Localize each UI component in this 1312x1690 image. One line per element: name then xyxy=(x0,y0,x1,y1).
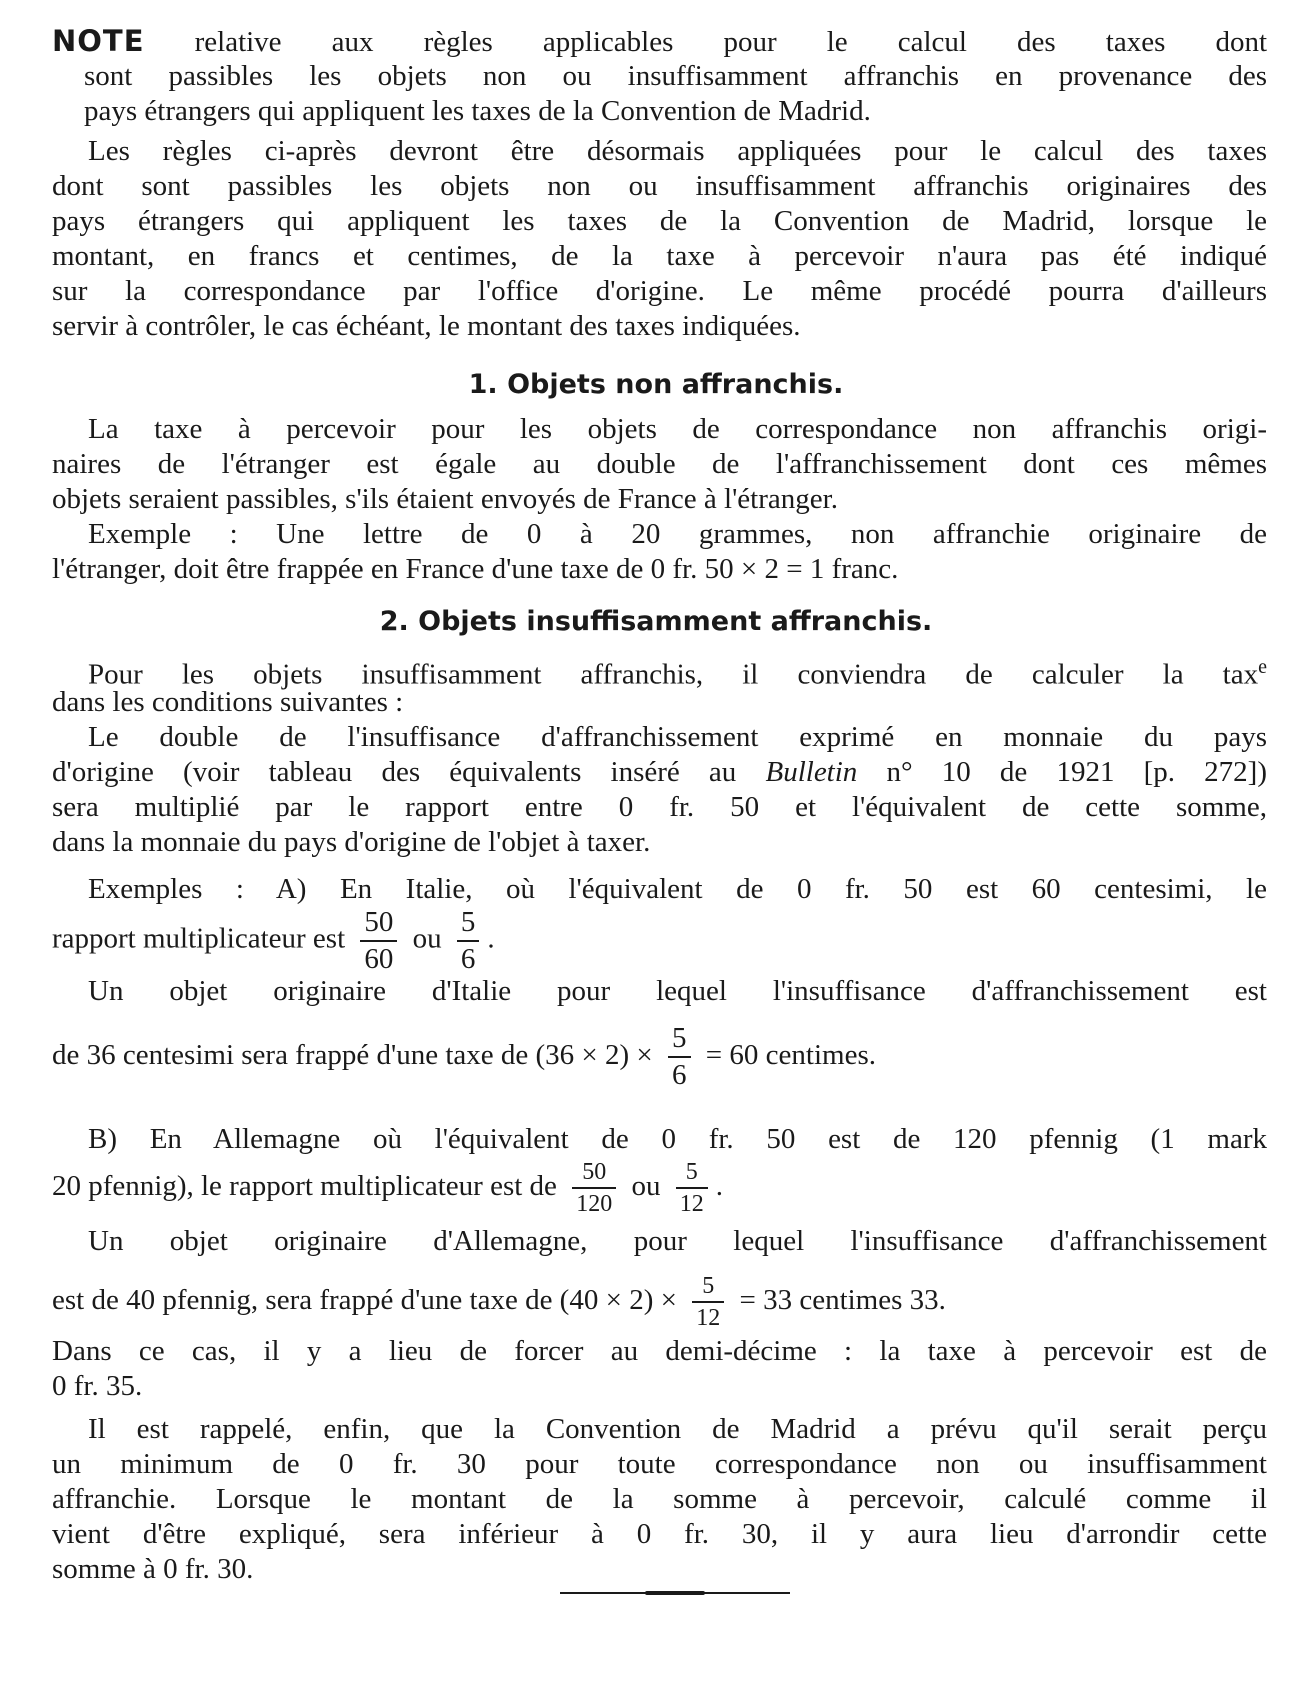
example-b-line: B) En Allemagne où l'équivalent de 0 fr. 50 est de 120 pfennig (1 mark xyxy=(88,1123,1267,1155)
rule-line: dans la monnaie du pays d'origine de l'objet à taxer. xyxy=(52,826,651,858)
paragraph-line: La taxe à percevoir pour les objets de correspondance non affranchis origi- xyxy=(88,413,1267,445)
or-word: ou xyxy=(412,922,442,955)
rule-line: n° 10 de 1921 [p. 272]) xyxy=(857,756,1267,788)
rule-line: Le double de l'insuffisance d'affranchissement exprimé en monnaie du pays xyxy=(88,721,1267,753)
fraction-denominator: 120 xyxy=(572,1187,616,1216)
fraction-numerator: 50 xyxy=(364,906,394,938)
paragraph-line: somme à 0 fr. 30. xyxy=(52,1553,254,1585)
fraction-5-12 xyxy=(676,1160,708,1216)
paragraph-line: dans les conditions suivantes : xyxy=(52,686,404,718)
fraction-numerator: 50 xyxy=(582,1159,607,1186)
ratio-text: 20 pfennig), le rapport multiplicateur est de xyxy=(52,1170,557,1202)
paragraph-line: affranchie. Lorsque le montant de la somme à percevoir, calculé comme il xyxy=(52,1483,1267,1515)
closing-paragraph xyxy=(52,1412,1267,1587)
fraction-50-60 xyxy=(360,908,397,974)
bulletin-title: Bulletin xyxy=(765,756,858,788)
fraction-numerator: 5 xyxy=(685,1159,698,1186)
paragraph-line: Il est rappelé, enfin, que la Convention de Madrid a prévu qu'il serait perçu xyxy=(88,1413,1267,1445)
paragraph-line: sur la correspondance par l'office d'origine. Le même procédé pourra d'ailleurs xyxy=(52,275,1267,307)
intro-paragraph xyxy=(52,134,1267,344)
paragraph-line: vient d'être expliqué, sera inférieur à 0 fr. 30, il y aura lieu d'arrondir cette xyxy=(52,1518,1267,1550)
period: . xyxy=(715,1170,723,1202)
fraction-denominator: 6 xyxy=(668,1056,691,1090)
section-1-paragraph xyxy=(52,412,1267,587)
paragraph-line: naires de l'étranger est égale au double de l'affranchissement dont ces mêmes xyxy=(52,448,1267,480)
case-line: 0 fr. 35. xyxy=(52,1370,143,1402)
calc-result: = 60 centimes. xyxy=(705,1039,876,1071)
example-b-object xyxy=(52,1224,1267,1259)
calc-text: de 36 centesimi sera frappé d'une taxe de (36 × 2) × xyxy=(52,1039,653,1071)
paragraph-line: montant, en francs et centimes, de la taxe à percevoir n'aura pas été indiqué xyxy=(52,240,1267,272)
fraction-numerator: 5 xyxy=(672,1022,687,1055)
fraction-50-120 xyxy=(572,1160,616,1216)
note-title-line: pays étrangers qui appliquent les taxes de la Convention de Madrid. xyxy=(84,95,871,127)
case-line: Dans ce cas, il y a lieu de forcer au demi-décime : la taxe à percevoir est de xyxy=(52,1335,1267,1367)
superscript-e: e xyxy=(1258,656,1267,678)
note-title-line: relative aux règles applicables pour le calcul des taxes dont xyxy=(194,26,1267,58)
calc-result: = 33 centimes 33. xyxy=(739,1284,946,1316)
fraction-denominator: 12 xyxy=(676,1187,708,1216)
paragraph-line: pays étrangers qui appliquent les taxes de la Convention de Madrid, lorsque le xyxy=(52,205,1267,237)
example-b-ratio xyxy=(52,1158,1267,1218)
example-a xyxy=(52,872,1267,907)
or-word: ou xyxy=(631,1170,661,1202)
fraction-5-12 xyxy=(692,1274,724,1330)
section-2-intro xyxy=(52,650,1267,860)
fraction-denominator: 6 xyxy=(457,940,480,974)
example-b-object-line: Un objet originaire d'Allemagne, pour lequel l'insuffisance d'affranchissement xyxy=(88,1225,1267,1257)
fraction-5-6 xyxy=(668,1024,691,1090)
end-rule-divider xyxy=(560,1591,790,1595)
rule-line: d'origine (voir tableau des équivalents inséré au xyxy=(52,756,766,788)
ratio-text: rapport multiplicateur est xyxy=(52,922,346,955)
paragraph-line: objets seraient passibles, s'ils étaient envoyés de France à l'étranger. xyxy=(52,483,838,515)
example-b-case xyxy=(52,1334,1267,1404)
section-1-heading: 1. Objets non affranchis. xyxy=(468,369,844,400)
paragraph-line: Pour les objets insuffisamment affranchis, il conviendra de calculer la tax xyxy=(88,658,1259,691)
note-title xyxy=(52,24,1267,129)
example-a-calc xyxy=(52,1020,1267,1090)
example-a-object xyxy=(52,974,1267,1009)
rule-line: sera multiplié par le rapport entre 0 fr. 50 et l'équivalent de cette somme, xyxy=(52,791,1267,823)
example-line: Exemple : Une lettre de 0 à 20 grammes, non affranchie originaire de xyxy=(88,518,1267,550)
example-a-ratio xyxy=(52,906,1267,975)
fraction-numerator: 5 xyxy=(702,1273,715,1300)
paragraph-line: dont sont passibles les objets non ou insuffisamment affranchis originaires des xyxy=(52,170,1267,202)
fraction-numerator: 5 xyxy=(460,906,476,938)
note-lead: NOTE xyxy=(52,24,145,58)
example-line: l'étranger, doit être frappée en France d'une taxe de 0 fr. 50 × 2 = 1 franc. xyxy=(52,553,899,585)
fraction-denominator: 12 xyxy=(692,1301,724,1330)
example-a-object-line: Un objet originaire d'Italie pour lequel l'insuffisance d'affranchissement est xyxy=(88,975,1267,1007)
note-title-line: sont passibles les objets non ou insuffisamment affranchis en provenance des xyxy=(84,60,1267,92)
paragraph-line: servir à contrôler, le cas échéant, le montant des taxes indiquées. xyxy=(52,310,801,342)
period: . xyxy=(487,922,495,955)
paragraph-line: un minimum de 0 fr. 30 pour toute correspondance non ou insuffisamment xyxy=(52,1448,1267,1480)
fraction-5-6 xyxy=(457,908,480,974)
paragraph-line: Les règles ci-après devront être désormais appliquées pour le calcul des taxes xyxy=(88,135,1267,167)
section-2-heading: 2. Objets insuffisamment affranchis. xyxy=(379,606,933,637)
example-b xyxy=(52,1122,1267,1157)
calc-text: est de 40 pfennig, sera frappé d'une taxe de (40 × 2) × xyxy=(52,1284,677,1316)
fraction-denominator: 60 xyxy=(360,940,397,974)
example-b-calc xyxy=(52,1268,1267,1332)
example-a-line: Exemples : A) En Italie, où l'équivalent de 0 fr. 50 est 60 centesimi, le xyxy=(88,873,1267,905)
